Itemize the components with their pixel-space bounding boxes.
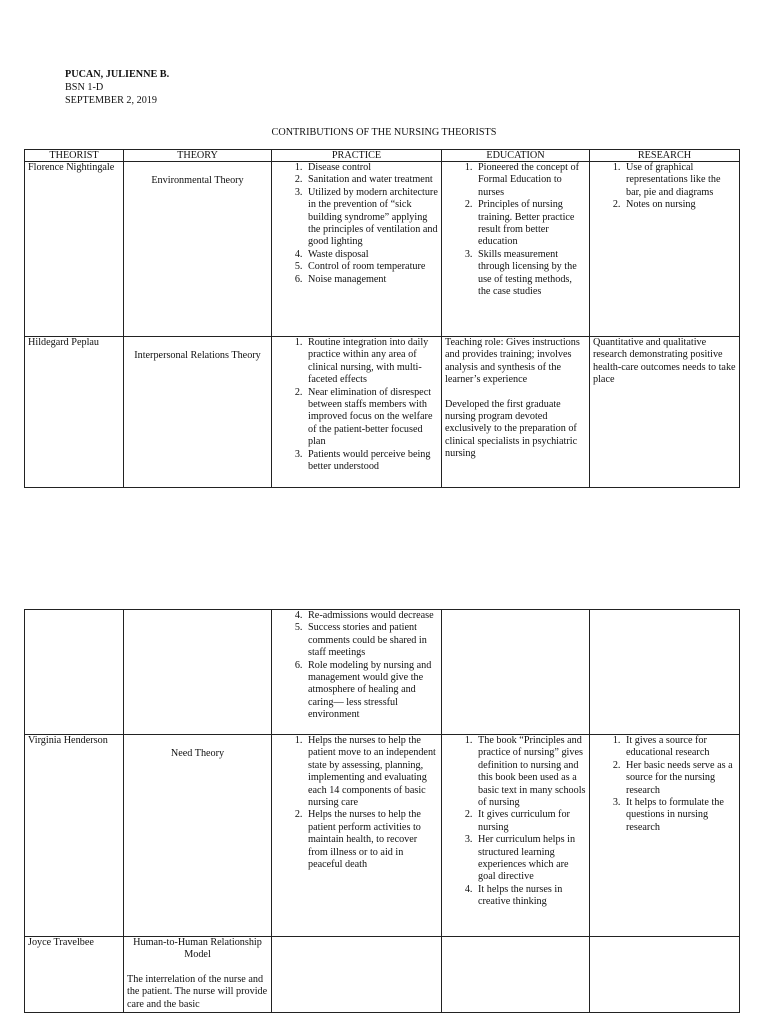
table-row xyxy=(25,337,740,488)
research-cell xyxy=(590,735,740,937)
document-title: CONTRIBUTIONS OF THE NURSING THEORISTS xyxy=(271,127,497,138)
list-item: 3. It helps to formulate the questions in nursing research xyxy=(623,797,736,834)
education-cell xyxy=(442,610,590,735)
practice-cell xyxy=(272,337,442,488)
column-header-research: RESEARCH xyxy=(590,150,740,162)
theorist-cell: Hildegard Peplau xyxy=(25,337,124,488)
list-item: 1. Routine integration into daily practice within any area of clinical nursing, with multi-faceted effects xyxy=(305,337,438,387)
theory-cell xyxy=(124,610,272,735)
list-item: 4. It helps the nurses in creative thinking xyxy=(475,884,586,909)
practice-cell xyxy=(272,610,442,735)
theory-cell: Interpersonal Relations Theory xyxy=(124,337,272,488)
theorists-table-page-1 xyxy=(24,149,740,488)
student-name: PUCAN, JULIENNE B. xyxy=(65,69,170,80)
theorist-cell: Joyce Travelbee xyxy=(25,937,124,1013)
list-item: 5. Control of room temperature xyxy=(305,261,438,273)
research-cell xyxy=(590,162,740,337)
list-item: 1. Use of graphical representations like the bar, pie and diagrams xyxy=(623,162,736,199)
list-item: 4. Waste disposal xyxy=(305,249,438,261)
table-row xyxy=(25,162,740,337)
list-item: 2. Sanitation and water treatment xyxy=(305,174,438,186)
list-item: 1. Disease control xyxy=(305,162,438,174)
education-paragraph: Developed the first graduate nursing program devoted exclusively to the preparation of clinical specialists in psychiatric nursing xyxy=(445,398,578,460)
theorists-table-page-2 xyxy=(24,609,740,1013)
list-item: 5. Success stories and patient comments could be shared in staff meetings xyxy=(305,622,438,659)
list-item: 3. Utilized by modern architecture in the prevention of “sick building syndrome” applying the principles of ventilation and good lighting xyxy=(305,187,438,249)
column-header-theorist: THEORIST xyxy=(25,150,124,162)
theory-name: Human-to-Human Relationship Model xyxy=(133,937,262,961)
list-item: 2. Her basic needs serve as a source for the nursing research xyxy=(623,760,736,797)
research-cell xyxy=(590,610,740,735)
theory-cell: Need Theory xyxy=(124,735,272,937)
column-header-theory: THEORY xyxy=(124,150,272,162)
practice-cell xyxy=(272,937,442,1013)
list-item: 6. Role modeling by nursing and management would give the atmosphere of healing and caring— less stressful environment xyxy=(305,660,438,722)
research-cell: Quantitative and qualitative research demonstrating positive health-care outcomes needs to take place xyxy=(590,337,740,488)
theory-cell xyxy=(124,937,272,1013)
list-item: 1. It gives a source for educational research xyxy=(623,735,736,760)
list-item: 2. Helps the nurses to help the patient perform activities to maintain health, to recover from illness or to aid in peaceful death xyxy=(305,809,438,871)
list-item: 1. The book “Principles and practice of nursing” gives definition to nursing and this book been used as a basic text in many schools of nursing xyxy=(475,735,586,809)
list-item: 1. Pioneered the concept of Formal Education to nurses xyxy=(475,162,586,199)
column-header-education: EDUCATION xyxy=(442,150,590,162)
practice-cell xyxy=(272,162,442,337)
theorist-cell xyxy=(25,610,124,735)
theorist-cell: Virginia Henderson xyxy=(25,735,124,937)
research-cell xyxy=(590,937,740,1013)
list-item: 2. Notes on nursing xyxy=(623,199,736,211)
theory-description: The interrelation of the nurse and the patient. The nurse will provide care and the basic xyxy=(127,973,268,1010)
table-row xyxy=(25,735,740,937)
theorist-cell: Florence Nightingale xyxy=(25,162,124,337)
table-row xyxy=(25,610,740,735)
list-item: 2. Principles of nursing training. Better practice result from better education xyxy=(475,199,586,249)
education-cell xyxy=(442,937,590,1013)
list-item: 3. Patients would perceive being better understood xyxy=(305,449,438,474)
list-item: 4. Re-admissions would decrease xyxy=(305,610,438,622)
list-item: 2. It gives curriculum for nursing xyxy=(475,809,586,834)
list-item: 3. Skills measurement through licensing by the use of testing methods, the case studies xyxy=(475,249,586,299)
practice-cell xyxy=(272,735,442,937)
document-date: SEPTEMBER 2, 2019 xyxy=(65,95,157,106)
list-item: 6. Noise management xyxy=(305,274,438,286)
table-row xyxy=(25,937,740,1013)
education-cell xyxy=(442,735,590,937)
student-section: BSN 1-D xyxy=(65,82,104,93)
column-header-practice: PRACTICE xyxy=(272,150,442,162)
list-item: 1. Helps the nurses to help the patient move to an independent state by assessing, planning, implementing and evaluating each 14 components of basic nursing care xyxy=(305,735,438,809)
table-header-row xyxy=(25,150,740,162)
theory-cell: Environmental Theory xyxy=(124,162,272,337)
education-cell xyxy=(442,337,590,488)
list-item: 2. Near elimination of disrespect between staffs members with improved focus on the welfare of the patient-better focused plan xyxy=(305,387,438,449)
education-paragraph: Teaching role: Gives instructions and provides training; involves analysis and synthesis of the learner’s experience xyxy=(445,337,580,386)
list-item: 3. Her curriculum helps in structured learning experiences which are goal directive xyxy=(475,834,586,884)
education-cell xyxy=(442,162,590,337)
document-header xyxy=(65,68,169,107)
